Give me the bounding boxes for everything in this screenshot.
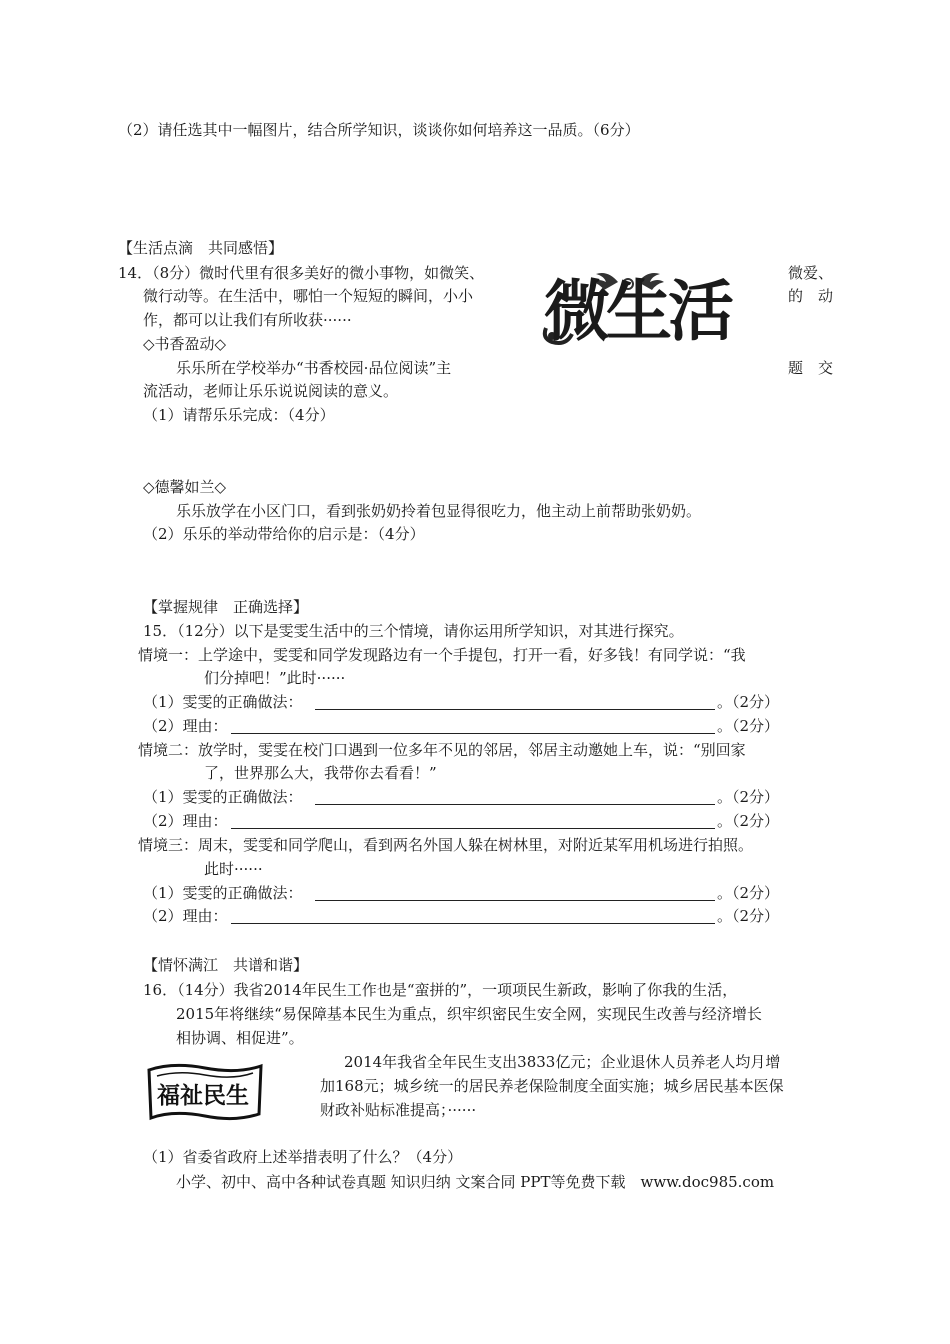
q14-sub2-line1: 乐乐放学在小区门口，看到张奶奶拎着包显得很吃力，他主动上前帮助张奶奶。 [176, 502, 702, 520]
q15-s1-reason-blank[interactable] [231, 733, 715, 734]
q15-s1-reason-score: 。（2分） [717, 717, 780, 735]
q15-s3-answer-blank[interactable] [315, 900, 715, 901]
q15-s3-answer-score: 。（2分） [717, 884, 780, 902]
q15-scenario1-line2: 们分掉吧！”此时······ [204, 669, 346, 687]
q15-s2-reason-blank[interactable] [231, 828, 715, 829]
q14-sub1-line2: 流活动，老师让乐乐说说阅读的意义。 [143, 382, 399, 400]
q16-line1: 16．（14分）我省2014年民生工作也是“蛮拼的”，一项项民生新政，影响了你我的生活， [143, 981, 738, 999]
q15-s2-answer-blank[interactable] [315, 804, 715, 805]
q14-line2: 微行动等。在生活中，哪怕一个短短的瞬间，小小 [143, 287, 474, 305]
q15-s2-answer-score: 。（2分） [717, 788, 780, 806]
section-heading-harmony: 【情怀满江 共谱和谐】 [143, 956, 309, 974]
q14-line1-right: 微爱、 [788, 264, 834, 282]
q15-s1-answer-label: （1）雯雯的正确做法： [143, 693, 303, 711]
q15-s2-reason-score: 。（2分） [717, 812, 780, 830]
q15-scenario3-line1: 情境三：周末，雯雯和同学爬山，看到两名外国人躲在树林里，对附近某军用机场进行拍照。 [138, 836, 754, 854]
q15-s1-reason-label: （2）理由： [143, 717, 228, 735]
q16-question1: （1）省委省政府上述举措表明了什么？（4分） [143, 1148, 463, 1166]
q15-s3-reason-label: （2）理由： [143, 907, 228, 925]
q15-s1-answer-blank[interactable] [315, 709, 715, 710]
weishenghuo-logo-text: 微生活 [544, 273, 730, 348]
q14-sub1-question: （1）请帮乐乐完成：（4分） [143, 406, 335, 424]
q14-sub1-line1-right: 题 交 [788, 359, 834, 377]
q15-s3-reason-blank[interactable] [231, 923, 715, 924]
section-heading-rules: 【掌握规律 正确选择】 [143, 598, 309, 616]
q14-sub1-title: ◇书香盈动◇ [143, 335, 227, 353]
q16-para-line3: 财政补贴标准提高；······ [320, 1101, 477, 1119]
q16-line2: 2015年将继续“易保障基本民生为重点，织牢织密民生安全网，实现民生改善与经济增长 [176, 1005, 762, 1023]
q14-sub2-title: ◇德馨如兰◇ [143, 478, 227, 496]
fuzhi-minsheng-logo-image [143, 1060, 267, 1124]
q15-scenario2-line1: 情境二：放学时，雯雯在校门口遇到一位多年不见的邻居，邻居主动邀她上车，说：“别回家 [138, 741, 746, 759]
q15-intro: 15．（12分）以下是雯雯生活中的三个情境，请你运用所学知识，对其进行探究。 [143, 622, 684, 640]
q14-line2-right: 的 动 [788, 287, 834, 305]
q14-sub1-line1: 乐乐所在学校举办“书香校园·品位阅读”主 [176, 359, 452, 377]
q16-para-line1: 2014年我省全年民生支出3833亿元；企业退休人员养老人均月增 [344, 1053, 781, 1071]
q14-line1: 14．（8分）微时代里有很多美好的微小事物，如微笑、 [118, 264, 485, 282]
q15-s3-reason-score: 。（2分） [717, 907, 780, 925]
q15-s3-answer-label: （1）雯雯的正确做法： [143, 884, 303, 902]
weishenghuo-logo-image [540, 268, 758, 348]
fuzhi-logo-text: 福祉民生 [157, 1082, 249, 1109]
q15-scenario1-line1: 情境一：上学途中，雯雯和同学发现路边有一个手提包，打开一看，好多钱！有同学说：“我 [138, 646, 746, 664]
q13-part2-question: （2）请任选其中一幅图片，结合所学知识，谈谈你如何培养这一品质。（6分） [118, 121, 640, 139]
q16-para-line2: 加168元；城乡统一的居民养老保险制度全面实施；城乡居民基本医保 [320, 1077, 784, 1095]
q15-s1-answer-score: 。（2分） [717, 693, 780, 711]
q16-line3: 相协调、相促进”。 [176, 1029, 304, 1047]
page-footer: 小学、初中、高中各种试卷真题 知识归纳 文案合同 PPT等免费下载 www.doc985.com [176, 1173, 775, 1191]
q15-s2-answer-label: （1）雯雯的正确做法： [143, 788, 303, 806]
q15-s2-reason-label: （2）理由： [143, 812, 228, 830]
q15-scenario3-line2: 此时······ [204, 860, 263, 878]
section-heading-life: 【生活点滴 共同感悟】 [118, 239, 284, 257]
q14-sub2-question: （2）乐乐的举动带给你的启示是：（4分） [143, 525, 425, 543]
q14-line3: 作，都可以让我们有所收获······ [143, 311, 352, 329]
q15-scenario2-line2: 了，世界那么大，我带你去看看！” [204, 764, 437, 782]
